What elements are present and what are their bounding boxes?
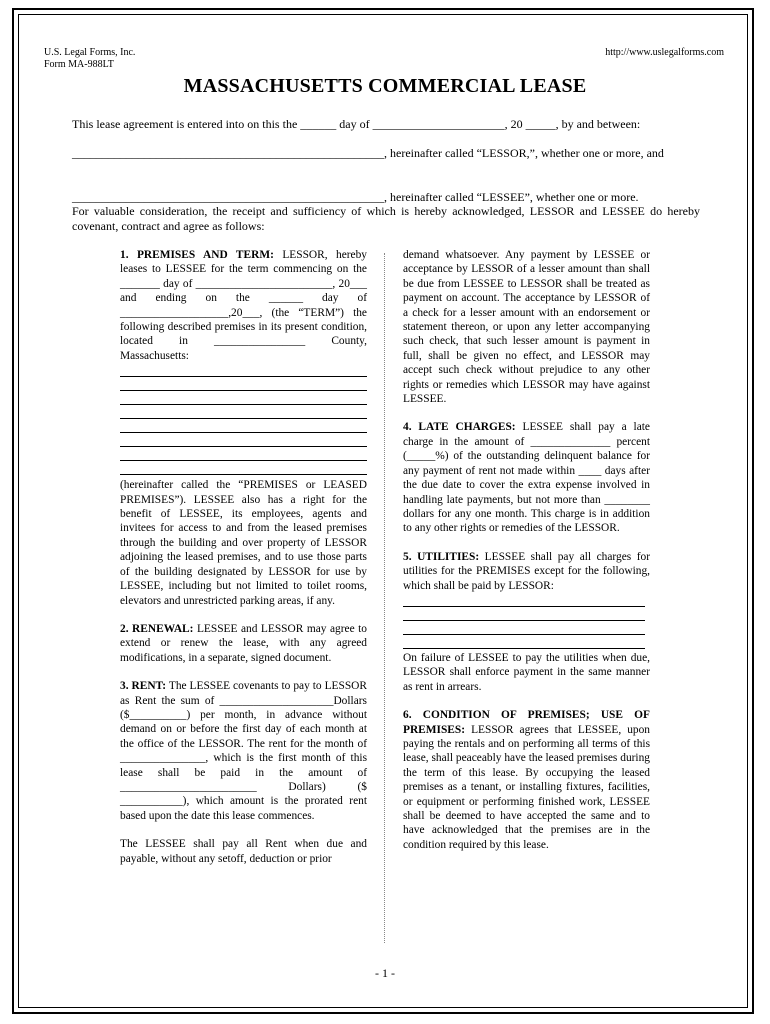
document-title: MASSACHUSETTS COMMERCIAL LEASE — [183, 75, 587, 97]
column-divider — [384, 253, 385, 943]
section-2-text: LESSEE and LESSOR may agree to extend or renew the lease, with any agreed modifications, in a separate, signed document. — [120, 622, 367, 664]
section-4-heading: 4. LATE CHARGES: — [403, 421, 516, 434]
page-number: - 1 - — [375, 966, 395, 980]
section-6 — [403, 708, 650, 852]
blank-line[interactable] — [403, 621, 645, 635]
blank-line[interactable] — [403, 593, 645, 607]
blank-line[interactable] — [120, 419, 367, 433]
section-6-heading: 6. CONDITION OF PREMISES; USE OF PREMISES: — [403, 709, 650, 736]
left-column — [120, 248, 367, 866]
blank-line[interactable] — [403, 635, 645, 649]
utilities-blank-lines — [403, 593, 645, 649]
lessor-line: ____________________________________________________, hereinafter called “LESSOR,”, whether one or more, and — [72, 146, 664, 160]
rent-continued: demand whatsoever. Any payment by LESSEE or acceptance by LESSOR of a lesser amount than shall be due from LESSEE to LESSOR shall be treated as payment on account. The acceptance by LESSOR of a check for a lesser amount with an endorsement or statement thereon, or upon any letter accompanying such check, that such lesser amount is payment in full, shall be given no effect, and LESSOR may accept such check without prejudice to any other rights or remedies which LESSOR may have against LESSEE. — [403, 249, 650, 406]
blank-line[interactable] — [120, 433, 367, 447]
section-5 — [403, 550, 650, 593]
section-5-continued: On failure of LESSEE to pay the utilities when due, LESSOR shall enforce payment in the same manner as rent in arrears. — [403, 651, 650, 693]
section-2 — [120, 622, 367, 665]
section-6-text: LESSOR agrees that LESSEE, upon paying the rentals and on performing all terms of this lease, shall peaceably have the leased premises during the term of this lease. By occupying the leased premises as a tenant, or installing fixtures, facilities, or equipment or performing finished work, LESSEE shall be deemed to have accepted the same and to have acknowledged that the premises are in the condition required by this lease. — [403, 723, 650, 851]
blank-line[interactable] — [120, 391, 367, 405]
section-3-continued: The LESSEE shall pay all Rent when due and payable, without any setoff, deduction or prior — [120, 838, 367, 865]
consideration-text: For valuable consideration, the receipt and sufficiency of which is hereby acknowledged, LESSOR and LESSEE do hereby covenant, contract and agree as follows: — [72, 204, 700, 233]
intro-line: This lease agreement is entered into on this the ______ day of ______________________, 20 _____, by and between: — [72, 117, 641, 131]
section-1-text: LESSOR, hereby leases to LESSEE for the term commencing on the _______ day of ________________________, 20___ and ending on the ______ day of ___________________,20___, (the “TERM”) the following described premises in its present condition, located in ________________ County, Massachusetts: — [120, 249, 367, 362]
section-5-heading: 5. UTILITIES: — [403, 550, 480, 563]
lessee-line: ____________________________________________________, hereinafter called “LESSEE”, whether one or more. — [72, 190, 639, 204]
section-1-heading: 1. PREMISES AND TERM: — [120, 249, 274, 261]
section-5-text: LESSEE shall pay all charges for utilities for the PREMISES except for the following, which shall be paid by LESSOR: — [403, 550, 650, 592]
right-column — [403, 248, 650, 852]
section-3-heading: 3. RENT: — [120, 680, 167, 693]
blank-line[interactable] — [120, 363, 367, 377]
blank-line[interactable] — [403, 607, 645, 621]
section-3-text: The LESSEE covenants to pay to LESSOR as Rent the sum of ____________________Dollars ($__________) per month, in advance without demand on or before the first day of each month at the office of the LESSOR. The rent for the month of _______________, which is the first month of this lease shall be paid in the amount of ________________________ Dollars) ($ ___________), which amount is the prorated rent based upon the date this lease commences. — [120, 680, 367, 822]
section-4 — [403, 420, 650, 535]
blank-line[interactable] — [120, 405, 367, 419]
header-left — [44, 47, 135, 71]
section-2-heading: 2. RENEWAL: — [120, 622, 194, 635]
blank-line[interactable] — [120, 377, 367, 391]
blank-line[interactable] — [120, 461, 367, 475]
blank-line[interactable] — [120, 447, 367, 461]
section-1 — [120, 248, 367, 363]
company-name: U.S. Legal Forms, Inc. — [44, 47, 136, 58]
form-number: Form MA-988LT — [44, 59, 114, 70]
header-url[interactable]: http://www.uslegalforms.com — [605, 47, 724, 58]
section-1-continued: (hereinafter called the “PREMISES or LEASED PREMISES”). LESSEE also has a right for the benefit of LESSEE, its employees, agents and invitees for access to and from the leased premises through the building and over property of LESSOR adjoining the leased premises, and to use those parts of the building designated by LESSOR for use by LESSEE, including but not limited to toilet rooms, elevators and unrestricted parking areas, if any. — [120, 479, 367, 607]
premises-blank-lines — [120, 363, 367, 475]
section-3 — [120, 679, 367, 823]
section-4-text: LESSEE shall pay a late charge in the amount of ______________ percent (_____%) of the outstanding delinquent balance for any payment of rent not made within ____ days after the due date to cover the extra expense involved in handling late payments, but not more than ________ dollars for any one month. This charge is in addition to any other rights or remedies of the LESSOR. — [403, 421, 650, 535]
